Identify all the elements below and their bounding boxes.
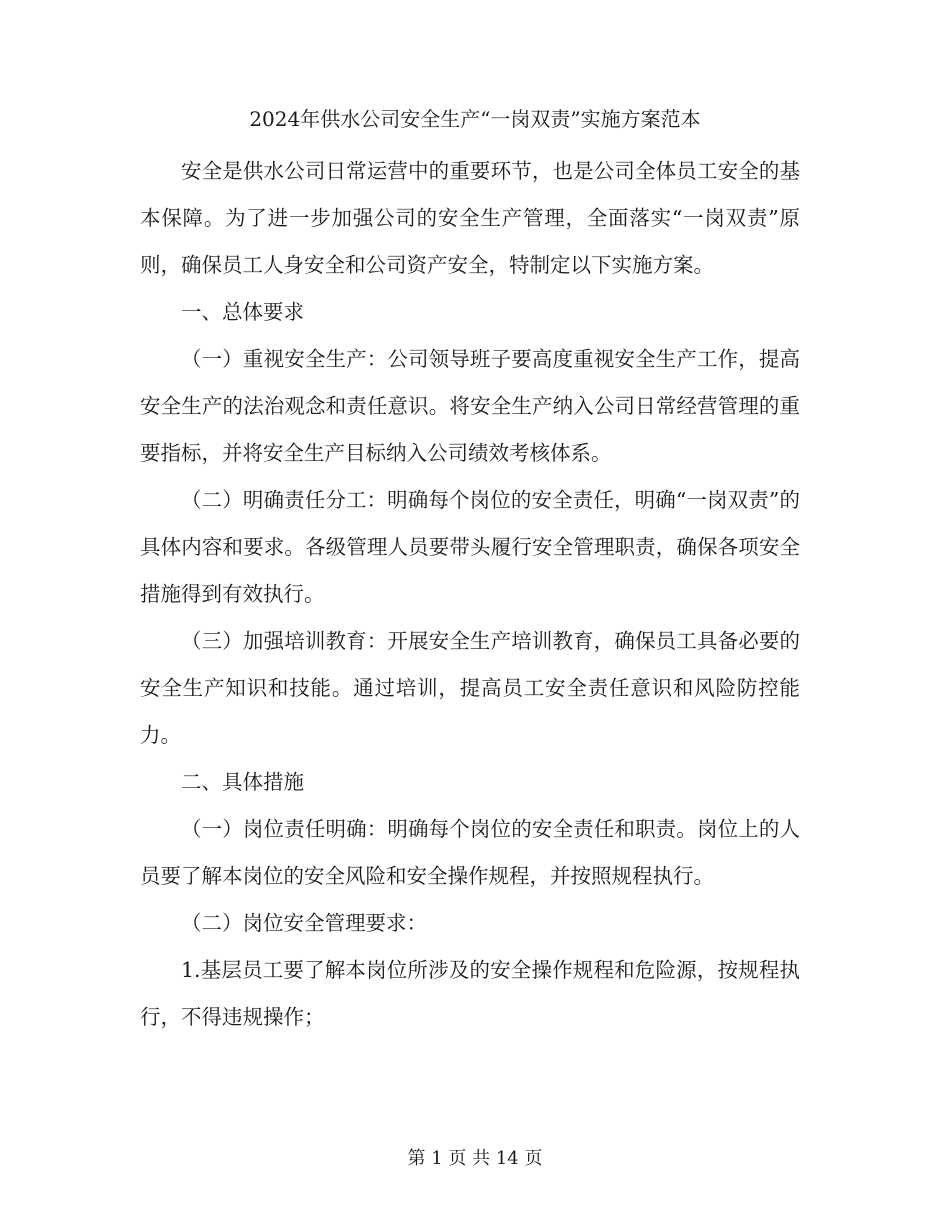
paragraph-1-3: （三）加强培训教育：开展安全生产培训教育，确保员工具备必要的安全生产知识和技能。通过培训，提高员工安全责任意识和风险防控能力。 — [140, 629, 800, 747]
section-heading-1: 一、总体要求 — [181, 300, 304, 324]
paragraph-1-2: （二）明确责任分工：明确每个岗位的安全责任，明确“一岗双责”的具体内容和要求。各级管理人员要带头履行安全管理职责，确保各项安全措施得到有效执行。 — [140, 488, 800, 606]
paragraph-2-1: （一）岗位责任明确：明确每个岗位的安全责任和职责。岗位上的人员要了解本岗位的安全风险和安全操作规程，并按照规程执行。 — [140, 817, 800, 888]
page-footer: 第 1 页 共 14 页 — [407, 1148, 543, 1169]
section-heading-2: 二、具体措施 — [181, 770, 304, 794]
paragraph-intro: 安全是供水公司日常运营中的重要环节，也是公司全体员工安全的基本保障。为了进一步加强公司的安全生产管理，全面落实“一岗双责”原则，确保员工人身安全和公司资产安全，特制定以下实施方案。 — [140, 159, 800, 277]
document-body — [140, 148, 800, 1041]
paragraph-2-2-item-1: 1.基层员工要了解本岗位所涉及的安全操作规程和危险源，按规程执行，不得违规操作； — [140, 958, 800, 1029]
document-title: 2024年供水公司安全生产“一岗双责”实施方案范本 — [249, 107, 701, 131]
paragraph-1-1: （一）重视安全生产：公司领导班子要高度重视安全生产工作，提高安全生产的法治观念和责任意识。将安全生产纳入公司日常经营管理的重要指标，并将安全生产目标纳入公司绩效考核体系。 — [140, 347, 800, 465]
paragraph-2-2: （二）岗位安全管理要求： — [181, 911, 427, 935]
